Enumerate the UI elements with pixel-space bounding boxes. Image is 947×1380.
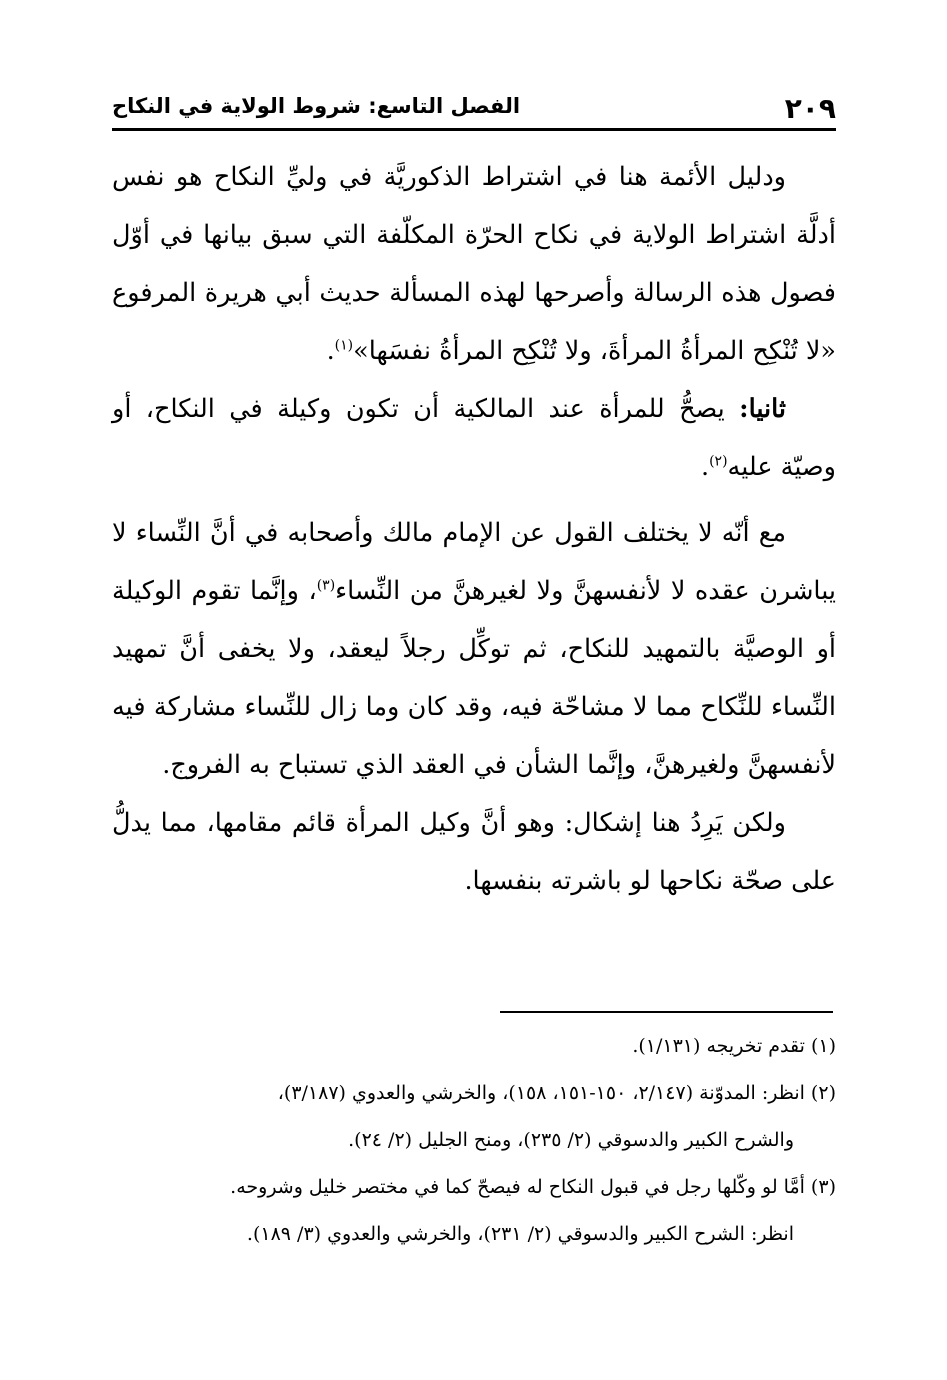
paragraph	[112, 794, 836, 910]
footnote-continuation: والشرح الكبير والدسوقي (٢/ ٢٣٥)، ومنح الجليل (٢/ ٢٤).	[348, 1129, 794, 1151]
paragraph-text: ودليل الأئمة هنا في اشتراط الذكوريَّة في وليِّ النكاح هو نفس أدلَّة اشتراط الولاية في نكاح الحرّة المكلّفة التي سبق بيانها في أوّل فصول هذه الرسالة وأصرحها لهذه المسألة حديث أبي هريرة المرفوع «لا تُنْكِح المرأةُ المرأةَ، ولا تُنْكِح المرأةُ نفسَها»	[112, 162, 836, 366]
paragraph-end: .	[326, 336, 335, 366]
footnotes	[112, 1023, 836, 1258]
paragraph-text: يصحُّ للمرأة عند المالكية أن تكون وكيلة في النكاح، أو وصيّة عليه	[112, 394, 836, 482]
footnote: (٣) أمَّا لو وكّلها رجل في قبول النكاح له فيصحّ كما في مختصر خليل وشروحه.	[230, 1176, 836, 1198]
footnote-continuation: انظر: الشرح الكبير والدسوقي (٢/ ٢٣١)، والخرشي والعدوي (٣/ ١٨٩).	[246, 1223, 794, 1245]
footnote-ref: (٢)	[709, 453, 728, 470]
paragraph	[112, 504, 836, 794]
main-text	[112, 148, 836, 910]
page-number: ٢٠٩	[784, 92, 836, 125]
footnote-ref: (٣)	[316, 577, 336, 594]
paragraph-lead: ثانيا:	[739, 394, 786, 424]
paragraph	[112, 380, 836, 496]
paragraph	[112, 148, 836, 380]
paragraph-text: ولكن يَرِدُ هنا إشكال: وهو أنَّ وكيل المرأة قائم مقامها، مما يدلُّ على صحّة نكاحها لو باشرته بنفسها.	[112, 808, 836, 896]
footnote-separator	[500, 1011, 833, 1013]
paragraph-end: .	[700, 452, 710, 482]
paragraph-end: ، وإنَّما تقوم الوكيلة أو الوصيَّة بالتمهيد للنكاح، ثم توكِّل رجلاً ليعقد، ولا يخفى أنَّ تمهيد النِّساء للنِّكاح مما لا مشاحّة فيه، وقد كان وما زال للنِّساء مشاركة فيه لأنفسهنَّ ولغيرهنَّ، وإنَّما الشأن في العقد الذي تستباح به الفروج.	[112, 576, 836, 780]
running-title: الفصل التاسع: شروط الولاية في النكاح	[112, 94, 521, 118]
footnote: (٢) انظر: المدوّنة (٢/١٤٧، ١٥٠-١٥١، ١٥٨)، والخرشي والعدوي (٣/١٨٧)،	[277, 1082, 836, 1104]
page-header	[112, 88, 836, 131]
footnote-ref: (١)	[334, 337, 354, 354]
footnote: (١) تقدم تخريجه (١/١٣١).	[632, 1035, 836, 1057]
paragraph-text: مع أنّه لا يختلف القول عن الإمام مالك وأصحابه في أنَّ النِّساء لا يباشرن عقده لا لأنفسهنَّ ولا لغيرهنَّ من النِّساء	[112, 518, 836, 606]
